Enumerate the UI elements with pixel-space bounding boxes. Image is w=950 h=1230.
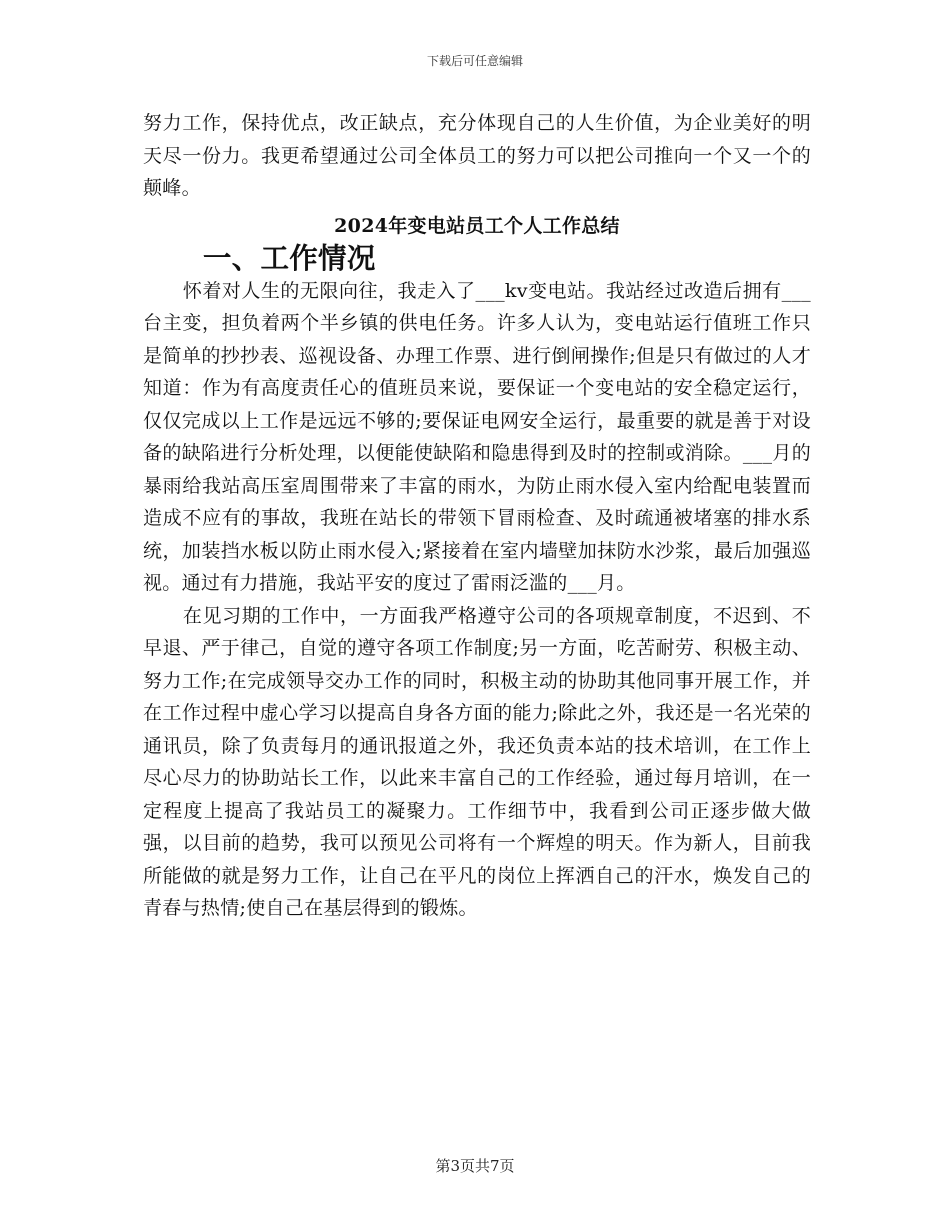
document-body — [143, 107, 811, 925]
body-paragraph-1: 怀着对人生的无限向往，我走入了___kv变电站。我站经过改造后拥有___台主变，担负着两个半乡镇的供电任务。许多人认为，变电站运行值班工作只是简单的抄抄表、巡视设备、办理工作票、进行倒闸操作;但是只有做过的人才知道：作为有高度责任心的值班员来说，要保证一个变电站的安全稳定运行，仅仅完成以上工作是远远不够的;要保证电网安全运行，最重要的就是善于对设备的缺陷进行分析处理，以便能使缺陷和隐患得到及时的控制或消除。___月的暴雨给我站高压室周围带来了丰富的雨水，为防止雨水侵入室内给配电装置而造成不应有的事故，我班在站长的带领下冒雨检查、及时疏通被堵塞的排水系统，加装挡水板以防止雨水侵入;紧接着在室内墙壁加抹防水沙浆，最后加强巡视。通过有力措施，我站平安的度过了雷雨泛滥的___月。 — [143, 279, 811, 594]
document-title: 2024年变电站员工个人工作总结 — [334, 214, 620, 237]
body-paragraph-2: 在见习期的工作中，一方面我严格遵守公司的各项规章制度，不迟到、不早退、严于律己，自觉的遵守各项工作制度;另一方面，吃苦耐劳、积极主动、努力工作;在完成领导交办工作的同时，积极主动的协助其他同事开展工作，并在工作过程中虚心学习以提高自身各方面的能力;除此之外，我还是一名光荣的通讯员，除了负责每月的通讯报道之外，我还负责本站的技术培训，在工作上尽心尽力的协助站长工作，以此来丰富自己的工作经验，通过每月培训，在一定程度上提高了我站员工的凝聚力。工作细节中，我看到公司正逐步做大做强，以目前的趋势，我可以预见公司将有一个辉煌的明天。作为新人，目前我所能做的就是努力工作，让自己在平凡的岗位上挥洒自己的汗水，焕发自己的青春与热情;使自己在基层得到的锻炼。 — [143, 604, 811, 919]
page-header-note: 下载后可任意编辑 — [426, 54, 523, 68]
intro-paragraph: 努力工作，保持优点，改正缺点，充分体现自己的人生价值，为企业美好的明天尽一份力。我更希望通过公司全体员工的努力可以把公司推向一个又一个的颠峰。 — [143, 112, 811, 199]
page-number: 第3页共7页 — [435, 1157, 515, 1175]
section-heading: 一、工作情况 — [202, 241, 376, 275]
